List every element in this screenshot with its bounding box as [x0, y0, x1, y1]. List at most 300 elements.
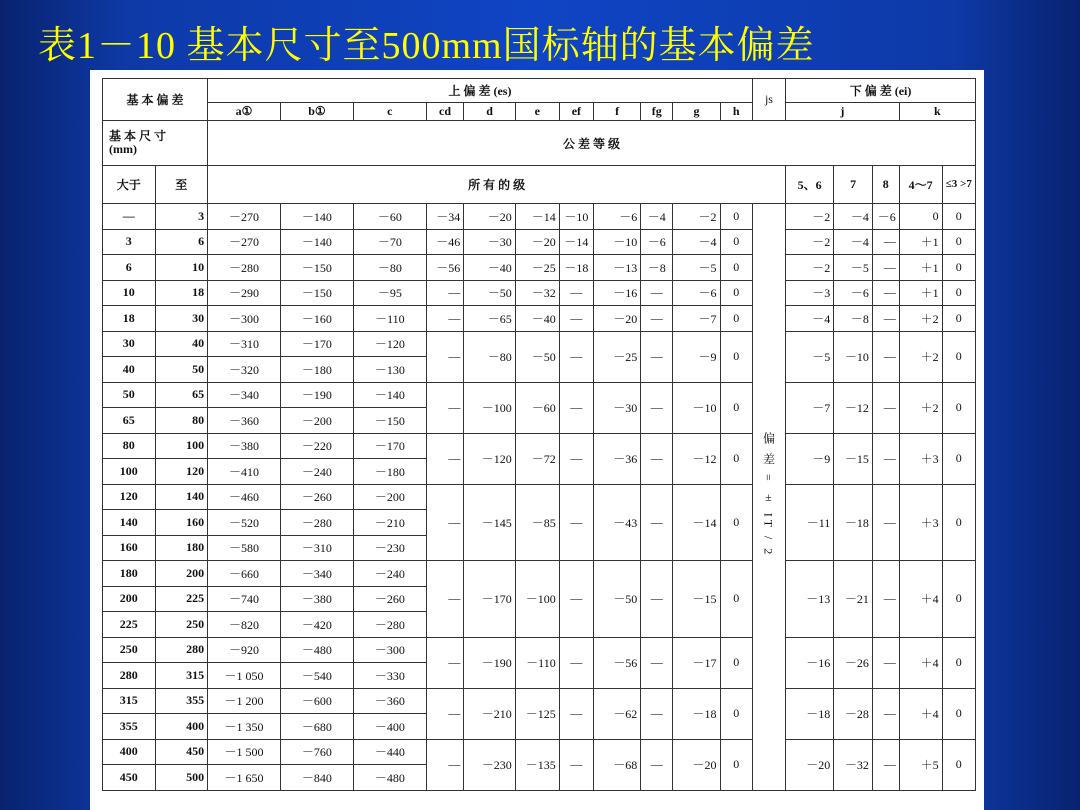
deviation-c: －260 [353, 586, 426, 612]
letter-d: d [464, 103, 515, 121]
deviation-j7: －18 [834, 484, 873, 561]
deviation-fg: — [641, 280, 673, 306]
table-row [103, 229, 976, 255]
deviation-d: －145 [464, 484, 515, 561]
deviation-j8: — [872, 433, 899, 484]
deviation-cd: — [426, 382, 464, 433]
deviation-a: －520 [208, 510, 281, 536]
size-to: 30 [155, 306, 208, 332]
deviation-k3: 0 [942, 306, 975, 332]
deviation-f: －16 [594, 280, 641, 306]
deviation-b: －180 [280, 357, 353, 383]
letter-h: h [720, 103, 752, 121]
deviation-b: －420 [280, 612, 353, 638]
table-row [103, 561, 976, 587]
letter-b: b① [280, 103, 353, 121]
size-to: 40 [155, 331, 208, 357]
header-row-2 [103, 103, 976, 121]
deviation-g: －20 [673, 739, 720, 790]
deviation-ef: — [559, 484, 593, 561]
table-row [103, 484, 976, 510]
deviation-f: －25 [594, 331, 641, 382]
deviation-b: －340 [280, 561, 353, 587]
deviation-b: －380 [280, 586, 353, 612]
deviation-ef: －10 [559, 204, 593, 230]
deviation-h: 0 [720, 637, 752, 688]
deviation-b: －280 [280, 510, 353, 536]
deviation-c: －480 [353, 765, 426, 791]
deviation-k3: 0 [942, 561, 975, 638]
deviation-j8: — [872, 255, 899, 281]
letter-f: f [594, 103, 641, 121]
deviation-a: －1 500 [208, 739, 281, 765]
size-to: 315 [155, 663, 208, 689]
deviation-c: －110 [353, 306, 426, 332]
k-grade-4-7: 4～7 [899, 166, 942, 204]
j-grade-56: 5、6 [786, 166, 834, 204]
deviation-d: －20 [464, 204, 515, 230]
deviation-a: －1 200 [208, 688, 281, 714]
deviation-j8: — [872, 739, 899, 790]
deviation-f: －30 [594, 382, 641, 433]
size-to: 500 [155, 765, 208, 791]
all-grades-label: 所 有 的 级 [208, 166, 786, 204]
deviation-a: －280 [208, 255, 281, 281]
size-over: 65 [103, 408, 156, 434]
deviation-j56: －3 [786, 280, 834, 306]
deviation-h: 0 [720, 561, 752, 638]
size-to: 160 [155, 510, 208, 536]
size-over: 140 [103, 510, 156, 536]
lower-deviation-label: 下 偏 差 (ei) [786, 79, 976, 103]
deviation-h: 0 [720, 382, 752, 433]
deviation-d: －190 [464, 637, 515, 688]
deviation-b: －150 [280, 255, 353, 281]
deviation-k47: ＋3 [899, 484, 942, 561]
js-formula: 偏 差 = ± IT / 2 [761, 432, 776, 558]
letter-j: j [786, 103, 900, 121]
deviation-c: －170 [353, 433, 426, 459]
deviation-ef: — [559, 280, 593, 306]
deviation-cd: －56 [426, 255, 464, 281]
deviation-k47: ＋3 [899, 433, 942, 484]
deviation-k47: ＋4 [899, 688, 942, 739]
header-row-1 [103, 79, 976, 103]
deviation-h: 0 [720, 433, 752, 484]
table-row [103, 739, 976, 765]
deviation-ef: — [559, 433, 593, 484]
deviation-k3: 0 [942, 280, 975, 306]
deviation-a: －360 [208, 408, 281, 434]
deviation-ef: －14 [559, 229, 593, 255]
size-over: — [103, 204, 156, 230]
deviation-d: －80 [464, 331, 515, 382]
deviation-c: －130 [353, 357, 426, 383]
table-row [103, 637, 976, 663]
deviation-fg: — [641, 331, 673, 382]
deviation-b: －200 [280, 408, 353, 434]
deviation-g: －9 [673, 331, 720, 382]
deviation-fg: — [641, 382, 673, 433]
deviation-j56: －5 [786, 331, 834, 382]
size-over: 160 [103, 535, 156, 561]
size-over: 120 [103, 484, 156, 510]
deviation-f: －20 [594, 306, 641, 332]
deviation-c: －240 [353, 561, 426, 587]
js-label: js [752, 79, 785, 121]
deviation-a: －380 [208, 433, 281, 459]
deviation-j7: －10 [834, 331, 873, 382]
size-over: 180 [103, 561, 156, 587]
deviation-j7: －15 [834, 433, 873, 484]
deviation-a: －310 [208, 331, 281, 357]
deviation-fg: — [641, 484, 673, 561]
deviation-f: －43 [594, 484, 641, 561]
deviation-b: －260 [280, 484, 353, 510]
deviation-j7: －32 [834, 739, 873, 790]
deviation-a: －460 [208, 484, 281, 510]
size-to: 50 [155, 357, 208, 383]
deviation-g: －5 [673, 255, 720, 281]
table-row [103, 204, 976, 230]
deviation-c: －70 [353, 229, 426, 255]
size-over: 100 [103, 459, 156, 485]
deviation-d: －170 [464, 561, 515, 638]
deviation-j8: －6 [872, 204, 899, 230]
size-to: 355 [155, 688, 208, 714]
deviation-ef: — [559, 561, 593, 638]
deviation-cd: — [426, 739, 464, 790]
deviation-h: 0 [720, 204, 752, 230]
deviation-a: －920 [208, 637, 281, 663]
letter-k: k [899, 103, 975, 121]
deviation-g: －15 [673, 561, 720, 638]
deviation-c: －440 [353, 739, 426, 765]
deviation-g: －10 [673, 382, 720, 433]
size-over: 225 [103, 612, 156, 638]
deviation-ef: — [559, 306, 593, 332]
deviation-e: －25 [515, 255, 559, 281]
deviation-k47: ＋4 [899, 561, 942, 638]
deviation-fg: — [641, 433, 673, 484]
deviation-j56: －2 [786, 204, 834, 230]
deviation-b: －760 [280, 739, 353, 765]
deviation-c: －280 [353, 612, 426, 638]
deviation-j56: －18 [786, 688, 834, 739]
size-to: 100 [155, 433, 208, 459]
deviation-cd: －46 [426, 229, 464, 255]
deviation-g: －6 [673, 280, 720, 306]
table-row [103, 433, 976, 459]
j-grade-7: 7 [834, 166, 873, 204]
deviation-e: －60 [515, 382, 559, 433]
deviation-b: －140 [280, 229, 353, 255]
deviation-f: －6 [594, 204, 641, 230]
deviation-b: －140 [280, 204, 353, 230]
deviation-e: －125 [515, 688, 559, 739]
deviation-k3: 0 [942, 204, 975, 230]
size-to: 200 [155, 561, 208, 587]
deviation-a: －820 [208, 612, 281, 638]
deviation-j56: －13 [786, 561, 834, 638]
deviation-a: －300 [208, 306, 281, 332]
deviation-k47: ＋2 [899, 331, 942, 382]
letter-e: e [515, 103, 559, 121]
deviation-c: －230 [353, 535, 426, 561]
deviation-g: －17 [673, 637, 720, 688]
deviation-k3: 0 [942, 433, 975, 484]
deviation-j7: －26 [834, 637, 873, 688]
deviation-f: －62 [594, 688, 641, 739]
size-over: 3 [103, 229, 156, 255]
deviation-e: －110 [515, 637, 559, 688]
deviation-fg: — [641, 306, 673, 332]
deviation-j8: — [872, 688, 899, 739]
basic-size-label: 基 本 尺 寸 (mm) [103, 121, 208, 166]
size-over: 200 [103, 586, 156, 612]
deviation-cd: — [426, 331, 464, 382]
page-title: 表1－10 基本尺寸至500mm国标轴的基本偏差 [38, 25, 815, 67]
deviation-fg: — [641, 637, 673, 688]
size-to: 6 [155, 229, 208, 255]
deviation-h: 0 [720, 688, 752, 739]
deviation-e: －50 [515, 331, 559, 382]
deviation-j8: — [872, 331, 899, 382]
deviation-j8: — [872, 484, 899, 561]
size-to: 250 [155, 612, 208, 638]
size-over: 10 [103, 280, 156, 306]
deviation-cd: — [426, 561, 464, 638]
deviation-b: －160 [280, 306, 353, 332]
size-over: 355 [103, 714, 156, 740]
deviation-k47: ＋1 [899, 229, 942, 255]
deviation-g: －18 [673, 688, 720, 739]
deviation-k47: 0 [899, 204, 942, 230]
deviation-b: －600 [280, 688, 353, 714]
table-body [103, 79, 976, 791]
deviation-k47: ＋2 [899, 382, 942, 433]
basic-deviation-label: 基 本 偏 差 [103, 79, 208, 121]
tolerance-grade-label: 公 差 等 级 [208, 121, 976, 166]
deviation-e: －40 [515, 306, 559, 332]
deviation-j7: －6 [834, 280, 873, 306]
deviation-f: －10 [594, 229, 641, 255]
deviation-d: －30 [464, 229, 515, 255]
deviation-a: －1 650 [208, 765, 281, 791]
size-over: 280 [103, 663, 156, 689]
deviation-k3: 0 [942, 382, 975, 433]
deviation-b: －220 [280, 433, 353, 459]
header-row-3 [103, 121, 976, 166]
deviation-d: －230 [464, 739, 515, 790]
size-over: 315 [103, 688, 156, 714]
deviation-j7: －21 [834, 561, 873, 638]
deviation-f: －36 [594, 433, 641, 484]
deviation-c: －140 [353, 382, 426, 408]
size-over: 450 [103, 765, 156, 791]
size-to: 80 [155, 408, 208, 434]
deviation-cd: －34 [426, 204, 464, 230]
deviation-ef: — [559, 331, 593, 382]
letter-a: a① [208, 103, 281, 121]
deviation-a: －660 [208, 561, 281, 587]
deviation-c: －120 [353, 331, 426, 357]
deviation-d: －40 [464, 255, 515, 281]
deviation-j56: －2 [786, 229, 834, 255]
deviation-a: －340 [208, 382, 281, 408]
deviation-fg: — [641, 739, 673, 790]
deviation-e: －85 [515, 484, 559, 561]
deviation-b: －480 [280, 637, 353, 663]
deviation-j8: — [872, 280, 899, 306]
deviation-b: －190 [280, 382, 353, 408]
size-to: 3 [155, 204, 208, 230]
table-row [103, 306, 976, 332]
deviation-k3: 0 [942, 739, 975, 790]
deviation-k3: 0 [942, 255, 975, 281]
deviation-d: －100 [464, 382, 515, 433]
deviation-d: －65 [464, 306, 515, 332]
deviation-d: －210 [464, 688, 515, 739]
deviation-cd: — [426, 637, 464, 688]
deviation-ef: — [559, 382, 593, 433]
deviation-b: －540 [280, 663, 353, 689]
deviation-j8: — [872, 637, 899, 688]
deviation-g: －14 [673, 484, 720, 561]
deviation-a: －1 350 [208, 714, 281, 740]
deviation-c: －95 [353, 280, 426, 306]
deviation-k3: 0 [942, 484, 975, 561]
table-row [103, 280, 976, 306]
deviation-e: －72 [515, 433, 559, 484]
deviation-j8: — [872, 229, 899, 255]
deviation-c: －180 [353, 459, 426, 485]
deviation-j56: －7 [786, 382, 834, 433]
j-grade-8: 8 [872, 166, 899, 204]
deviation-j7: －4 [834, 204, 873, 230]
deviation-c: －360 [353, 688, 426, 714]
deviation-k47: ＋5 [899, 739, 942, 790]
deviation-h: 0 [720, 739, 752, 790]
deviation-j8: — [872, 306, 899, 332]
deviation-a: －1 050 [208, 663, 281, 689]
deviation-j8: — [872, 561, 899, 638]
header-row-4 [103, 166, 976, 204]
deviation-j7: －12 [834, 382, 873, 433]
to-label: 至 [155, 166, 208, 204]
deviation-a: －290 [208, 280, 281, 306]
deviation-fg: －8 [641, 255, 673, 281]
deviation-f: －50 [594, 561, 641, 638]
deviation-b: －310 [280, 535, 353, 561]
deviation-h: 0 [720, 229, 752, 255]
letter-g: g [673, 103, 720, 121]
deviation-a: －270 [208, 204, 281, 230]
letter-cd: cd [426, 103, 464, 121]
size-to: 400 [155, 714, 208, 740]
deviation-cd: — [426, 484, 464, 561]
deviation-a: －320 [208, 357, 281, 383]
deviation-cd: — [426, 280, 464, 306]
deviation-k3: 0 [942, 331, 975, 382]
deviation-h: 0 [720, 306, 752, 332]
deviation-k47: ＋2 [899, 306, 942, 332]
deviation-b: －840 [280, 765, 353, 791]
size-over: 30 [103, 331, 156, 357]
over-label: 大于 [103, 166, 156, 204]
deviation-h: 0 [720, 331, 752, 382]
deviation-d: －50 [464, 280, 515, 306]
deviation-ef: — [559, 637, 593, 688]
deviation-a: －270 [208, 229, 281, 255]
size-to: 65 [155, 382, 208, 408]
deviation-e: －14 [515, 204, 559, 230]
upper-deviation-label: 上 偏 差 (es) [208, 79, 753, 103]
deviation-c: －210 [353, 510, 426, 536]
deviation-h: 0 [720, 484, 752, 561]
deviation-k3: 0 [942, 637, 975, 688]
deviation-j56: －2 [786, 255, 834, 281]
letter-fg: fg [641, 103, 673, 121]
deviation-c: －60 [353, 204, 426, 230]
size-over: 250 [103, 637, 156, 663]
deviation-table [102, 78, 976, 791]
deviation-g: －12 [673, 433, 720, 484]
deviation-e: －20 [515, 229, 559, 255]
deviation-c: －330 [353, 663, 426, 689]
size-over: 18 [103, 306, 156, 332]
deviation-j56: －20 [786, 739, 834, 790]
deviation-d: －120 [464, 433, 515, 484]
deviation-k47: ＋1 [899, 280, 942, 306]
size-to: 280 [155, 637, 208, 663]
deviation-b: －240 [280, 459, 353, 485]
deviation-f: －68 [594, 739, 641, 790]
deviation-fg: －4 [641, 204, 673, 230]
deviation-fg: — [641, 561, 673, 638]
letter-c: c [353, 103, 426, 121]
deviation-c: －200 [353, 484, 426, 510]
deviation-g: －4 [673, 229, 720, 255]
deviation-cd: — [426, 688, 464, 739]
deviation-j56: －16 [786, 637, 834, 688]
js-deviation-cell [752, 204, 785, 791]
size-to: 18 [155, 280, 208, 306]
deviation-k3: 0 [942, 229, 975, 255]
size-over: 50 [103, 382, 156, 408]
deviation-c: －80 [353, 255, 426, 281]
deviation-j56: －9 [786, 433, 834, 484]
deviation-cd: — [426, 433, 464, 484]
deviation-h: 0 [720, 280, 752, 306]
deviation-a: －580 [208, 535, 281, 561]
deviation-ef: — [559, 688, 593, 739]
deviation-b: －170 [280, 331, 353, 357]
deviation-j7: －28 [834, 688, 873, 739]
deviation-f: －56 [594, 637, 641, 688]
size-to: 450 [155, 739, 208, 765]
deviation-a: －410 [208, 459, 281, 485]
size-over: 400 [103, 739, 156, 765]
deviation-a: －740 [208, 586, 281, 612]
deviation-c: －150 [353, 408, 426, 434]
table-sheet [90, 70, 984, 810]
size-to: 180 [155, 535, 208, 561]
deviation-e: －32 [515, 280, 559, 306]
deviation-k47: ＋4 [899, 637, 942, 688]
deviation-f: －13 [594, 255, 641, 281]
size-to: 10 [155, 255, 208, 281]
